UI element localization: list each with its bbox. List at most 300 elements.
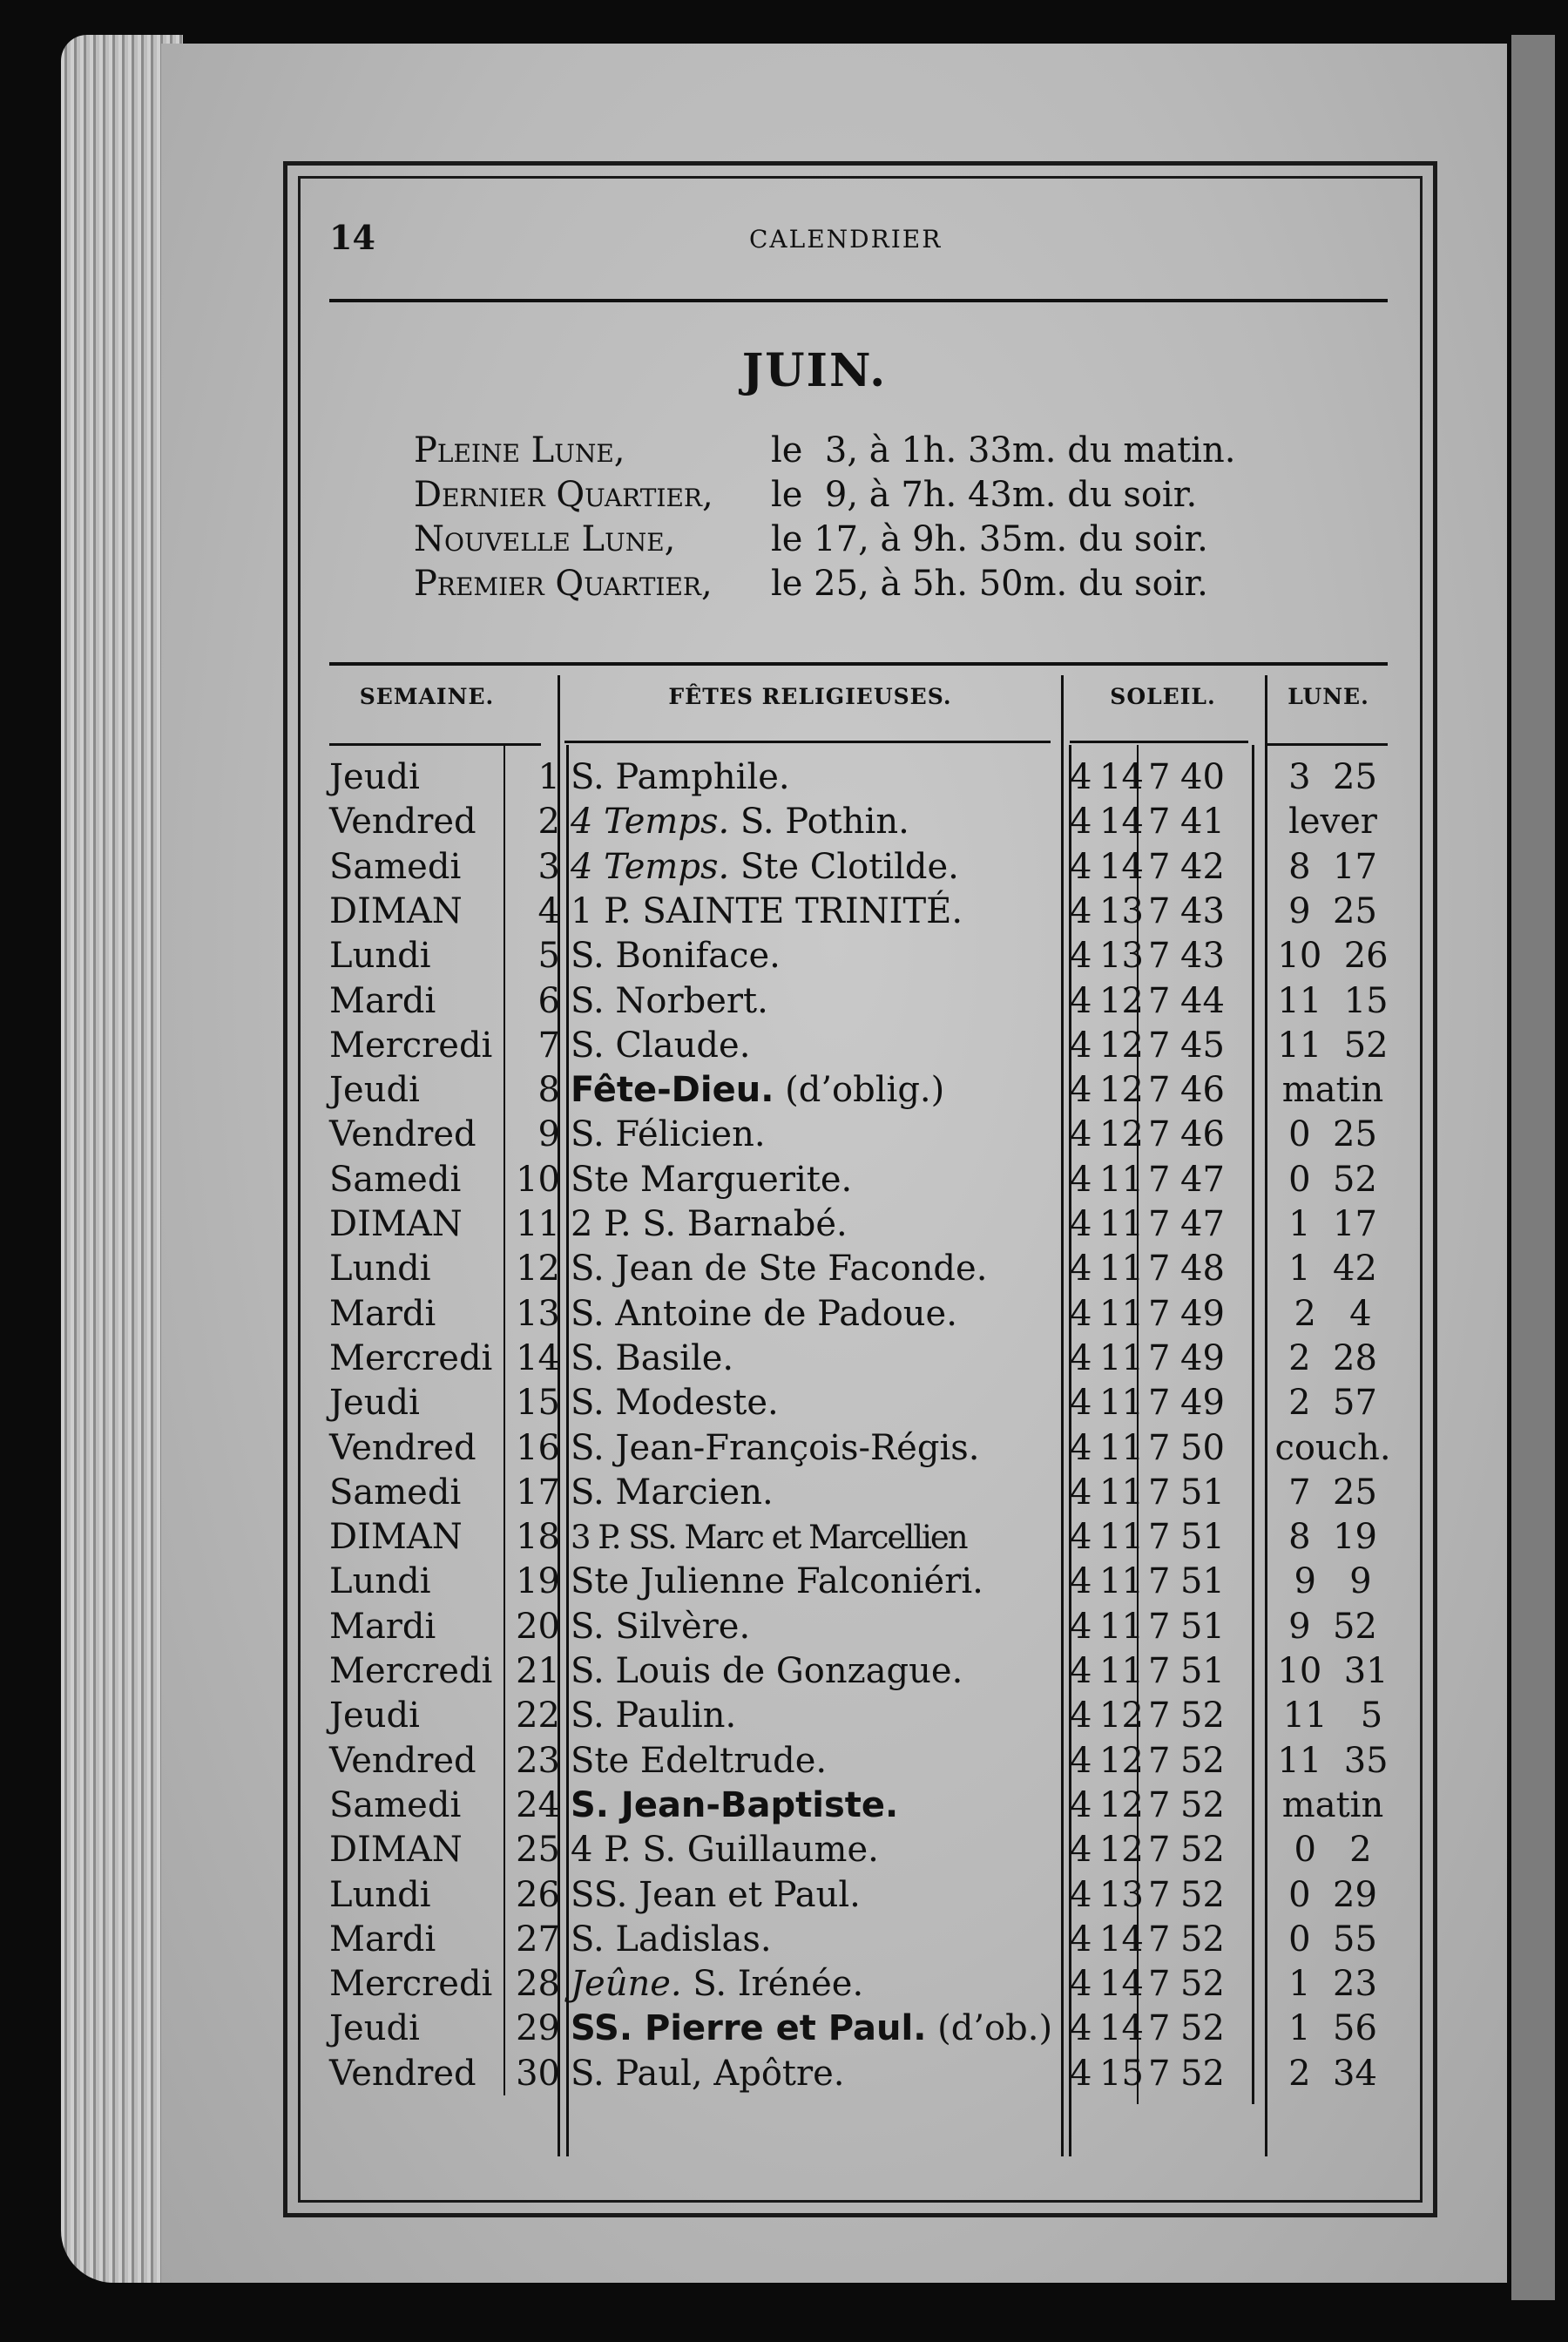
moon-phase-name: Pleine Lune, bbox=[414, 430, 625, 470]
sunrise-minute: 12 bbox=[1099, 1830, 1144, 1871]
sunset-hour: 7 bbox=[1148, 1784, 1171, 1825]
sunset-hour: 7 bbox=[1148, 2008, 1171, 2049]
sunset-minute: 40 bbox=[1180, 757, 1225, 797]
sunset-minute: 51 bbox=[1180, 1606, 1225, 1647]
running-title: CALENDRIER bbox=[749, 225, 943, 254]
day-name: Vendred bbox=[329, 2053, 476, 2094]
feast-name: 4 Temps. bbox=[571, 846, 730, 887]
sunrise-hour: 4 bbox=[1070, 1383, 1092, 1424]
feast-name: S. Louis de Gonzague. bbox=[571, 1651, 963, 1691]
sunset-minute: 46 bbox=[1180, 1070, 1225, 1111]
feast-cell bbox=[571, 1337, 733, 1381]
moon-phase-name: Premier Quartier, bbox=[414, 564, 713, 604]
sunrise-hour: 4 bbox=[1070, 1159, 1092, 1200]
moon-time: 0 25 bbox=[1288, 1114, 1377, 1155]
day-number: 15 bbox=[516, 1383, 560, 1424]
feast-cell bbox=[571, 1158, 852, 1202]
feast-name: S. Jean-Baptiste. bbox=[571, 1784, 899, 1825]
sunrise-minute: 12 bbox=[1099, 1740, 1144, 1781]
sunset-minute: 51 bbox=[1180, 1651, 1225, 1691]
feast-name: Ste Julienne Falconiéri. bbox=[571, 1561, 983, 1602]
fetes-underline bbox=[564, 741, 1051, 743]
sunrise-minute: 14 bbox=[1099, 802, 1144, 843]
day-name: Vendred bbox=[329, 1114, 476, 1155]
sunset-hour: 7 bbox=[1148, 1427, 1171, 1468]
day-name: Jeudi bbox=[329, 2008, 420, 2049]
moon-time: 1 56 bbox=[1288, 2008, 1377, 2049]
sunrise-minute: 13 bbox=[1099, 1874, 1144, 1915]
feast-cell bbox=[571, 1202, 848, 1247]
sunset-hour: 7 bbox=[1148, 846, 1171, 887]
moon-time: 2 4 bbox=[1294, 1293, 1372, 1334]
table-row bbox=[0, 979, 1568, 1024]
sunrise-minute: 14 bbox=[1099, 2008, 1144, 2049]
feast-cell bbox=[571, 1024, 750, 1068]
table-row bbox=[0, 890, 1568, 934]
feast-cell bbox=[571, 1784, 898, 1828]
feast-note: S. Irénée. bbox=[681, 1964, 864, 2005]
sunrise-minute: 11 bbox=[1099, 1204, 1144, 1244]
sunrise-hour: 4 bbox=[1070, 1025, 1092, 1066]
sunset-minute: 43 bbox=[1180, 936, 1225, 977]
sunrise-minute: 14 bbox=[1099, 1919, 1144, 1960]
day-number: 18 bbox=[516, 1517, 560, 1558]
day-number: 19 bbox=[516, 1561, 560, 1602]
moon-time: 0 29 bbox=[1288, 1874, 1377, 1915]
sunset-minute: 44 bbox=[1180, 980, 1225, 1021]
day-number: 14 bbox=[516, 1337, 560, 1378]
feast-cell bbox=[571, 845, 959, 890]
sunrise-hour: 4 bbox=[1070, 980, 1092, 1021]
feast-name: Ste Edeltrude. bbox=[571, 1740, 828, 1781]
table-row bbox=[0, 1605, 1568, 1649]
table-row bbox=[0, 1962, 1568, 2007]
sunrise-minute: 11 bbox=[1099, 1606, 1144, 1647]
day-number: 28 bbox=[516, 1964, 560, 2005]
sunset-hour: 7 bbox=[1148, 980, 1171, 1021]
table-row bbox=[0, 1113, 1568, 1157]
sunrise-minute: 11 bbox=[1099, 1651, 1144, 1691]
day-number: 1 bbox=[537, 757, 560, 797]
column-header-semaine: SEMAINE. bbox=[359, 684, 495, 709]
table-row bbox=[0, 1024, 1568, 1068]
sunrise-minute: 12 bbox=[1099, 980, 1144, 1021]
feast-name: 4 Temps. bbox=[571, 802, 730, 843]
moon-time: 2 57 bbox=[1288, 1383, 1377, 1424]
table-row bbox=[0, 1515, 1568, 1560]
feast-cell bbox=[571, 1426, 979, 1471]
moon-phase-text: le 9, à 7h. 43m. du soir. bbox=[771, 475, 1198, 515]
sunrise-hour: 4 bbox=[1070, 802, 1092, 843]
sunrise-minute: 11 bbox=[1099, 1293, 1144, 1334]
day-number: 2 bbox=[537, 802, 560, 843]
feast-name: S. Norbert. bbox=[571, 980, 768, 1021]
day-number: 13 bbox=[516, 1293, 560, 1334]
day-number: 29 bbox=[516, 2008, 560, 2049]
column-header-soleil: SOLEIL. bbox=[1110, 684, 1216, 709]
moon-time: 11 52 bbox=[1277, 1025, 1389, 1066]
sunset-hour: 7 bbox=[1148, 1293, 1171, 1334]
sunrise-minute: 11 bbox=[1099, 1472, 1144, 1513]
feast-cell bbox=[571, 1739, 827, 1784]
moon-time: 9 25 bbox=[1288, 890, 1377, 931]
sunrise-minute: 11 bbox=[1099, 1427, 1144, 1468]
sunrise-minute: 15 bbox=[1099, 2053, 1144, 2094]
moon-time: 10 31 bbox=[1277, 1651, 1389, 1691]
moon-time: 8 17 bbox=[1288, 846, 1377, 887]
table-row bbox=[0, 1426, 1568, 1471]
sunset-hour: 7 bbox=[1148, 1696, 1171, 1736]
sunset-minute: 52 bbox=[1180, 2008, 1225, 2049]
table-row bbox=[0, 1471, 1568, 1515]
feast-name: Ste Marguerite. bbox=[571, 1159, 853, 1200]
moon-phase-line bbox=[414, 475, 1197, 515]
moon-time: 2 28 bbox=[1288, 1337, 1377, 1378]
table-row bbox=[0, 1649, 1568, 1694]
feast-note: (d’oblig.) bbox=[774, 1070, 945, 1111]
sunrise-minute: 12 bbox=[1099, 1696, 1144, 1736]
moon-time: 9 52 bbox=[1288, 1606, 1377, 1647]
sunrise-minute: 13 bbox=[1099, 890, 1144, 931]
day-name: DIMAN bbox=[329, 890, 463, 931]
day-name: Lundi bbox=[329, 1561, 431, 1602]
day-name: DIMAN bbox=[329, 1830, 463, 1871]
sunrise-hour: 4 bbox=[1070, 1337, 1092, 1378]
day-name: Samedi bbox=[329, 1159, 462, 1200]
feast-name: S. Jean de Ste Faconde. bbox=[571, 1249, 988, 1289]
table-top-rule bbox=[329, 662, 1388, 666]
table-row bbox=[0, 1918, 1568, 1962]
day-number: 16 bbox=[516, 1427, 560, 1468]
day-number: 27 bbox=[516, 1919, 560, 1960]
table-row bbox=[0, 845, 1568, 890]
day-number: 25 bbox=[516, 1830, 560, 1871]
feast-cell bbox=[571, 1962, 863, 2007]
sunrise-minute: 11 bbox=[1099, 1159, 1144, 1200]
table-row bbox=[0, 934, 1568, 978]
day-number: 30 bbox=[516, 2053, 560, 2094]
feast-name: Jeûne. bbox=[571, 1964, 682, 2005]
moon-time: 11 35 bbox=[1277, 1740, 1389, 1781]
feast-name: S. Paul, Apôtre. bbox=[571, 2053, 845, 2094]
sunset-minute: 45 bbox=[1180, 1025, 1225, 1066]
feast-cell bbox=[571, 2052, 845, 2096]
day-number: 5 bbox=[537, 936, 560, 977]
day-number: 20 bbox=[516, 1606, 560, 1647]
day-name: Jeudi bbox=[329, 1070, 420, 1111]
sunset-hour: 7 bbox=[1148, 1070, 1171, 1111]
sunset-hour: 7 bbox=[1148, 1651, 1171, 1691]
feast-name: 1 P. SAINTE TRINITÉ. bbox=[571, 890, 963, 931]
table-row bbox=[0, 1784, 1568, 1828]
sunrise-hour: 4 bbox=[1070, 1964, 1092, 2005]
sunrise-minute: 12 bbox=[1099, 1114, 1144, 1155]
day-name: Vendred bbox=[329, 1427, 476, 1468]
feast-cell bbox=[571, 1918, 772, 1962]
moon-phase-line bbox=[414, 519, 1208, 559]
moon-time: 0 55 bbox=[1288, 1919, 1377, 1960]
sunrise-minute: 14 bbox=[1099, 846, 1144, 887]
feast-name: S. Claude. bbox=[571, 1025, 751, 1066]
sunrise-hour: 4 bbox=[1070, 1293, 1092, 1334]
sunrise-hour: 4 bbox=[1070, 846, 1092, 887]
feast-name: S. Paulin. bbox=[571, 1696, 737, 1736]
day-number: 10 bbox=[516, 1159, 560, 1200]
day-name: Jeudi bbox=[329, 1383, 420, 1424]
day-name: Mercredi bbox=[329, 1651, 493, 1691]
sunset-hour: 7 bbox=[1148, 1874, 1171, 1915]
day-name: Lundi bbox=[329, 1874, 431, 1915]
moon-phase-name: Nouvelle Lune, bbox=[414, 519, 676, 559]
day-number: 12 bbox=[516, 1249, 560, 1289]
moon-time: 8 19 bbox=[1288, 1517, 1377, 1558]
feast-cell bbox=[571, 890, 963, 934]
table-row bbox=[0, 2052, 1568, 2096]
sunset-minute: 51 bbox=[1180, 1561, 1225, 1602]
table-row bbox=[0, 1560, 1568, 1604]
column-header-fetes: FÊTES RELIGIEUSES. bbox=[668, 684, 952, 709]
feast-cell bbox=[571, 1247, 987, 1291]
sunrise-minute: 11 bbox=[1099, 1249, 1144, 1289]
day-name: Mercredi bbox=[329, 1964, 493, 2005]
sunset-minute: 52 bbox=[1180, 1740, 1225, 1781]
moon-time: 11 5 bbox=[1282, 1696, 1383, 1736]
sunrise-hour: 4 bbox=[1070, 1114, 1092, 1155]
table-row bbox=[0, 1337, 1568, 1381]
sunset-minute: 42 bbox=[1180, 846, 1225, 887]
table-row bbox=[0, 1828, 1568, 1872]
day-name: Vendred bbox=[329, 1740, 476, 1781]
sunset-minute: 52 bbox=[1180, 1784, 1225, 1825]
moon-time: matin bbox=[1281, 1070, 1384, 1111]
sunset-minute: 52 bbox=[1180, 2053, 1225, 2094]
sunrise-minute: 12 bbox=[1099, 1070, 1144, 1111]
day-name: Jeudi bbox=[329, 757, 420, 797]
header-rule bbox=[329, 299, 1388, 302]
sunset-hour: 7 bbox=[1148, 802, 1171, 843]
sunset-hour: 7 bbox=[1148, 1025, 1171, 1066]
sunrise-hour: 4 bbox=[1070, 890, 1092, 931]
feast-note: Ste Clotilde. bbox=[729, 846, 959, 887]
moon-time: lever bbox=[1288, 802, 1377, 843]
day-name: Mardi bbox=[329, 1919, 436, 1960]
feast-cell bbox=[571, 1515, 967, 1560]
table-row bbox=[0, 1247, 1568, 1291]
feast-name: S. Basile. bbox=[571, 1337, 734, 1378]
feast-cell bbox=[571, 1471, 774, 1515]
day-number: 11 bbox=[516, 1204, 560, 1244]
day-number: 7 bbox=[537, 1025, 560, 1066]
sunset-minute: 49 bbox=[1180, 1337, 1225, 1378]
day-name: Vendred bbox=[329, 802, 476, 843]
day-name: Mercredi bbox=[329, 1025, 493, 1066]
feast-cell bbox=[571, 1292, 957, 1337]
day-name: Samedi bbox=[329, 1784, 462, 1825]
day-name: DIMAN bbox=[329, 1204, 463, 1244]
feast-cell bbox=[571, 1605, 750, 1649]
day-number: 3 bbox=[537, 846, 560, 887]
sunset-minute: 52 bbox=[1180, 1964, 1225, 2005]
day-name: Samedi bbox=[329, 1472, 462, 1513]
day-name: Jeudi bbox=[329, 1696, 420, 1736]
sunrise-minute: 11 bbox=[1099, 1517, 1144, 1558]
table-row bbox=[0, 1381, 1568, 1425]
moon-phase-name: Dernier Quartier, bbox=[414, 475, 713, 515]
feast-name: S. Jean-François-Régis. bbox=[571, 1427, 980, 1468]
day-number: 24 bbox=[516, 1784, 560, 1825]
table-row bbox=[0, 1694, 1568, 1738]
feast-cell bbox=[571, 1068, 944, 1113]
feast-cell bbox=[571, 1560, 983, 1604]
table-row bbox=[0, 1202, 1568, 1247]
sunrise-hour: 4 bbox=[1070, 2053, 1092, 2094]
feast-cell bbox=[571, 755, 790, 800]
feast-cell bbox=[571, 1113, 766, 1157]
feast-name: 2 P. S. Barnabé. bbox=[571, 1204, 848, 1244]
sunrise-hour: 4 bbox=[1070, 1919, 1092, 1960]
sunset-hour: 7 bbox=[1148, 1159, 1171, 1200]
table-row bbox=[0, 2007, 1568, 2051]
sunrise-hour: 4 bbox=[1070, 1472, 1092, 1513]
sunrise-hour: 4 bbox=[1070, 1204, 1092, 1244]
lune-underline bbox=[1267, 743, 1388, 746]
sunset-hour: 7 bbox=[1148, 1606, 1171, 1647]
moon-time: 9 9 bbox=[1294, 1561, 1372, 1602]
sunrise-hour: 4 bbox=[1070, 1561, 1092, 1602]
page-number: 14 bbox=[329, 218, 375, 257]
day-name: Mardi bbox=[329, 980, 436, 1021]
day-name: Lundi bbox=[329, 936, 431, 977]
day-name: Lundi bbox=[329, 1249, 431, 1289]
moon-time: 3 25 bbox=[1288, 757, 1377, 797]
feast-name: Fête-Dieu. bbox=[571, 1070, 774, 1111]
feast-cell bbox=[571, 800, 909, 844]
moon-phase-text: le 3, à 1h. 33m. du matin. bbox=[771, 430, 1236, 470]
feast-name: S. Boniface. bbox=[571, 936, 781, 977]
day-number: 4 bbox=[537, 890, 560, 931]
sunrise-hour: 4 bbox=[1070, 757, 1092, 797]
sunset-hour: 7 bbox=[1148, 1740, 1171, 1781]
sunrise-minute: 11 bbox=[1099, 1383, 1144, 1424]
sunset-minute: 52 bbox=[1180, 1830, 1225, 1871]
table-row bbox=[0, 1873, 1568, 1918]
moon-time: couch. bbox=[1274, 1427, 1391, 1468]
moon-time: 11 15 bbox=[1277, 980, 1389, 1021]
sunset-minute: 47 bbox=[1180, 1204, 1225, 1244]
sunset-minute: 52 bbox=[1180, 1874, 1225, 1915]
day-number: 8 bbox=[537, 1070, 560, 1111]
day-number: 21 bbox=[516, 1651, 560, 1691]
day-name: Mardi bbox=[329, 1293, 436, 1334]
feast-cell bbox=[571, 2007, 1052, 2051]
feast-cell bbox=[571, 1381, 779, 1425]
feast-name: S. Félicien. bbox=[571, 1114, 766, 1155]
day-number: 17 bbox=[516, 1472, 560, 1513]
sunrise-hour: 4 bbox=[1070, 1830, 1092, 1871]
sunset-minute: 46 bbox=[1180, 1114, 1225, 1155]
sunset-minute: 51 bbox=[1180, 1472, 1225, 1513]
feast-name: SS. Jean et Paul. bbox=[571, 1874, 861, 1915]
sunrise-hour: 4 bbox=[1070, 1427, 1092, 1468]
sunset-minute: 49 bbox=[1180, 1383, 1225, 1424]
moon-time: 0 2 bbox=[1294, 1830, 1372, 1871]
moon-time: 10 26 bbox=[1277, 936, 1389, 977]
moon-time: 7 25 bbox=[1288, 1472, 1377, 1513]
moon-phase-text: le 25, à 5h. 50m. du soir. bbox=[771, 564, 1208, 604]
semaine-underline bbox=[329, 743, 541, 746]
feast-name: SS. Pierre et Paul. bbox=[571, 2008, 927, 2049]
moon-time: 0 52 bbox=[1288, 1159, 1377, 1200]
sunset-hour: 7 bbox=[1148, 1964, 1171, 2005]
sunset-minute: 50 bbox=[1180, 1427, 1225, 1468]
day-name: Mercredi bbox=[329, 1337, 493, 1378]
sunrise-minute: 12 bbox=[1099, 1025, 1144, 1066]
sunset-minute: 47 bbox=[1180, 1159, 1225, 1200]
feast-name: S. Antoine de Padoue. bbox=[571, 1293, 957, 1334]
sunrise-minute: 13 bbox=[1099, 936, 1144, 977]
table-row bbox=[0, 1068, 1568, 1113]
sunrise-hour: 4 bbox=[1070, 1070, 1092, 1111]
sunrise-minute: 14 bbox=[1099, 1964, 1144, 2005]
sunset-minute: 48 bbox=[1180, 1249, 1225, 1289]
sunrise-minute: 11 bbox=[1099, 1337, 1144, 1378]
sunrise-hour: 4 bbox=[1070, 1606, 1092, 1647]
sunset-minute: 43 bbox=[1180, 890, 1225, 931]
sunrise-hour: 4 bbox=[1070, 1874, 1092, 1915]
feast-name: S. Modeste. bbox=[571, 1383, 779, 1424]
sunrise-hour: 4 bbox=[1070, 936, 1092, 977]
table-row bbox=[0, 800, 1568, 844]
feast-name: 3 P. SS. Marc et Marcellien bbox=[571, 1519, 967, 1557]
sunrise-hour: 4 bbox=[1070, 1784, 1092, 1825]
feast-cell bbox=[571, 934, 781, 978]
day-number: 23 bbox=[516, 1740, 560, 1781]
sunrise-hour: 4 bbox=[1070, 1249, 1092, 1289]
sunrise-minute: 12 bbox=[1099, 1784, 1144, 1825]
day-name: Mardi bbox=[329, 1606, 436, 1647]
sunset-hour: 7 bbox=[1148, 1383, 1171, 1424]
sunset-hour: 7 bbox=[1148, 1249, 1171, 1289]
sunset-hour: 7 bbox=[1148, 1517, 1171, 1558]
sunset-hour: 7 bbox=[1148, 1472, 1171, 1513]
moon-time: matin bbox=[1281, 1784, 1384, 1825]
sunrise-hour: 4 bbox=[1070, 1740, 1092, 1781]
table-row bbox=[0, 1292, 1568, 1337]
day-number: 9 bbox=[537, 1114, 560, 1155]
sunset-minute: 49 bbox=[1180, 1293, 1225, 1334]
day-number: 6 bbox=[537, 980, 560, 1021]
moon-time: 2 34 bbox=[1288, 2053, 1377, 2094]
day-name: DIMAN bbox=[329, 1517, 463, 1558]
sunset-minute: 52 bbox=[1180, 1919, 1225, 1960]
feast-cell bbox=[571, 1649, 963, 1694]
feast-note: S. Pothin. bbox=[729, 802, 909, 843]
feast-name: S. Ladislas. bbox=[571, 1919, 772, 1960]
feast-name: S. Marcien. bbox=[571, 1472, 774, 1513]
day-number: 26 bbox=[516, 1874, 560, 1915]
sunset-hour: 7 bbox=[1148, 1830, 1171, 1871]
sunrise-hour: 4 bbox=[1070, 2008, 1092, 2049]
feast-cell bbox=[571, 1694, 736, 1738]
table-row bbox=[0, 1158, 1568, 1202]
sunset-minute: 52 bbox=[1180, 1696, 1225, 1736]
sunrise-minute: 11 bbox=[1099, 1561, 1144, 1602]
day-number: 22 bbox=[516, 1696, 560, 1736]
sunset-hour: 7 bbox=[1148, 1114, 1171, 1155]
table-row bbox=[0, 755, 1568, 800]
sunset-hour: 7 bbox=[1148, 1204, 1171, 1244]
table-row bbox=[0, 1739, 1568, 1784]
